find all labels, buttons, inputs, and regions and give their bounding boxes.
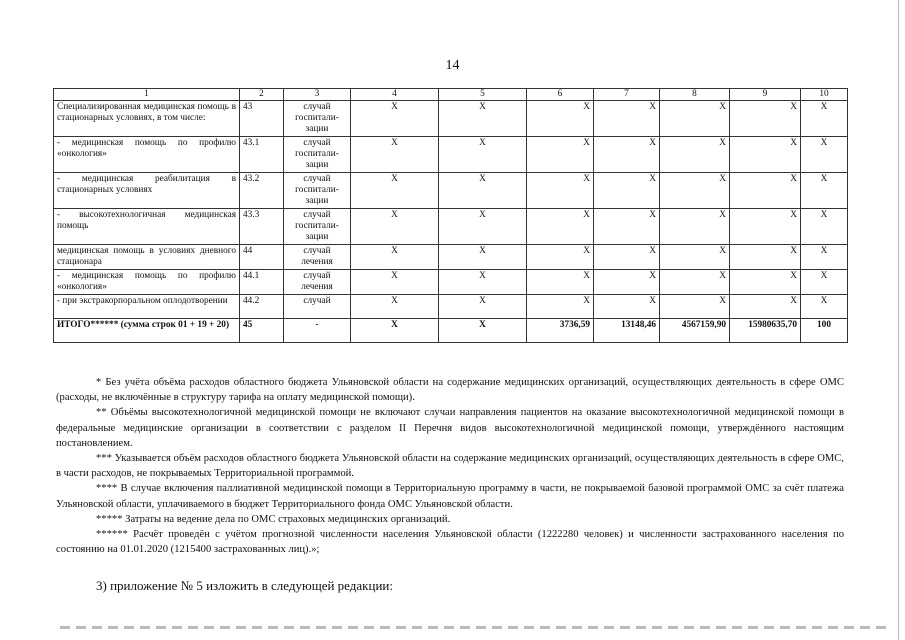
table-cell: Х — [660, 295, 730, 319]
table-cell: Х — [801, 270, 848, 295]
table-cell: Х — [594, 295, 660, 319]
page-number: 14 — [445, 58, 460, 73]
table-cell: Х — [351, 137, 439, 173]
table-cell: Х — [660, 209, 730, 245]
table-cell: Х — [527, 295, 594, 319]
table-cell: 100 — [801, 319, 848, 343]
table-cell: Х — [660, 270, 730, 295]
footnote: ***** Затраты на ведение дела по ОМС страховых медицинских организаций. — [96, 513, 451, 525]
header-cell: 1 — [54, 89, 240, 101]
row-label-cell: ИТОГО****** (сумма строк 01 + 19 + 20) — [54, 319, 240, 343]
table-cell: Х — [730, 137, 801, 173]
table-cell: Х — [527, 101, 594, 137]
table-cell: Х — [730, 101, 801, 137]
table-cell: случай госпитали-зации — [284, 209, 351, 245]
footnote: *** Указывается объём расходов областного бюджета Ульяновской области на содержание медицинских организаций, осуществляющих деятельность в сфере ОМС, в части расходов, не покрываемых Территориальной программой. — [56, 453, 844, 480]
table-row — [54, 295, 848, 319]
row-label-cell: - медицинская помощь по профилю «онкология» — [54, 270, 240, 295]
header-cell: 7 — [594, 89, 660, 101]
table-cell: Х — [351, 209, 439, 245]
table-cell: 44.2 — [240, 295, 284, 319]
data-table — [53, 88, 848, 343]
table-cell: Х — [801, 137, 848, 173]
footnote: ****** Расчёт проведён с учётом прогнозной численности населения Ульяновской области (1222280 человек) и численности застрахованного населения по состоянию на 01.01.2020 (1215400 застрахованных лиц).»; — [56, 529, 844, 556]
table-cell: Х — [660, 245, 730, 270]
header-cell: 4 — [351, 89, 439, 101]
row-label-cell: - медицинская помощь по профилю «онкология» — [54, 137, 240, 173]
table-cell: Х — [660, 137, 730, 173]
table-cell: 43.2 — [240, 173, 284, 209]
table-cell: Х — [351, 173, 439, 209]
table-cell: Х — [801, 209, 848, 245]
table-cell: случай — [284, 295, 351, 319]
table-cell: Х — [351, 270, 439, 295]
header-cell: 5 — [439, 89, 527, 101]
footnotes — [56, 375, 844, 557]
table-cell: Х — [351, 245, 439, 270]
table-cell: случай госпитали-зации — [284, 101, 351, 137]
footnote: * Без учёта объёма расходов областного бюджета Ульяновской области на содержание медицинских организаций, осуществляющих деятельность в сфере ОМС (расходы, не включённые в структуру тарифа на оплату медицинской помощи). — [56, 377, 844, 404]
table-row — [54, 137, 848, 173]
table-cell: 44 — [240, 245, 284, 270]
table-cell: Х — [730, 295, 801, 319]
table-cell: 43.3 — [240, 209, 284, 245]
footnote: **** В случае включения паллиативной медицинской помощи в Территориальную программу в части, не покрываемой базовой программой ОМС за счёт платежа Ульяновской области, уплачиваемого в бюджет Территориального фонда ОМС Ульяновской области. — [56, 483, 844, 510]
table-cell: Х — [660, 173, 730, 209]
table-cell: Х — [527, 270, 594, 295]
table-row — [54, 209, 848, 245]
scan-artifact-strip — [60, 626, 890, 629]
table-cell: Х — [594, 209, 660, 245]
table-cell: Х — [439, 209, 527, 245]
table-cell: Х — [439, 270, 527, 295]
table-cell: Х — [730, 270, 801, 295]
footnote: ** Объёмы высокотехнологичной медицинской помощи не включают случаи направления пациентов на оказание высокотехнологичной медицинской помощи в федеральные медицинские организации в соответствии с разделом II Перечня видов высокотехнологичной медицинской помощи, утверждённого настоящим постановлением. — [56, 407, 844, 449]
table-cell: - — [284, 319, 351, 343]
table-cell: случай госпитали-зации — [284, 137, 351, 173]
table-cell: случай лечения — [284, 245, 351, 270]
row-label-cell: - высокотехнологичная медицинская помощь — [54, 209, 240, 245]
table-cell: Х — [527, 173, 594, 209]
table-cell: Х — [439, 173, 527, 209]
row-label-cell: - при экстракорпоральном оплодотворении — [54, 295, 240, 319]
table-cell: Х — [439, 319, 527, 343]
table-cell: 45 — [240, 319, 284, 343]
table-cell: Х — [527, 137, 594, 173]
table-cell: Х — [351, 295, 439, 319]
table-cell: 43 — [240, 101, 284, 137]
table-cell: Х — [594, 173, 660, 209]
table-body — [54, 101, 848, 343]
table-cell: Х — [801, 101, 848, 137]
table-cell: 3736,59 — [527, 319, 594, 343]
table-cell: Х — [801, 173, 848, 209]
header-cell: 6 — [527, 89, 594, 101]
table-cell: Х — [351, 319, 439, 343]
table-cell: Х — [439, 101, 527, 137]
table-cell: Х — [730, 173, 801, 209]
table-cell: Х — [730, 209, 801, 245]
header-cell: 3 — [284, 89, 351, 101]
table-cell: Х — [527, 209, 594, 245]
table-cell: Х — [439, 245, 527, 270]
table-cell: 15980635,70 — [730, 319, 801, 343]
amendment-instruction: 3) приложение № 5 изложить в следующей редакции: — [96, 578, 393, 593]
table-cell: случай лечения — [284, 270, 351, 295]
page-edge-line — [898, 0, 899, 640]
row-label-cell: Специализированная медицинская помощь в стационарных условиях, в том числе: — [54, 101, 240, 137]
table-cell: 4567159,90 — [660, 319, 730, 343]
header-cell: 8 — [660, 89, 730, 101]
table-cell: случай госпитали-зации — [284, 173, 351, 209]
table-cell: Х — [801, 245, 848, 270]
table-header-row — [54, 89, 848, 101]
table-cell: 44.1 — [240, 270, 284, 295]
table-row — [54, 270, 848, 295]
table-cell: Х — [527, 245, 594, 270]
table-row — [54, 101, 848, 137]
table-cell: 13148,46 — [594, 319, 660, 343]
header-cell: 10 — [801, 89, 848, 101]
header-cell: 9 — [730, 89, 801, 101]
table-cell: Х — [660, 101, 730, 137]
row-label-cell: медицинская помощь в условиях дневного стационара — [54, 245, 240, 270]
table-row — [54, 173, 848, 209]
row-label-cell: - медицинская реабилитация в стационарных условиях — [54, 173, 240, 209]
table-cell: Х — [594, 245, 660, 270]
table-cell: Х — [439, 137, 527, 173]
table-cell: Х — [594, 101, 660, 137]
table-cell: Х — [801, 295, 848, 319]
table-cell: 43.1 — [240, 137, 284, 173]
table-cell: Х — [730, 245, 801, 270]
table-row — [54, 245, 848, 270]
header-cell: 2 — [240, 89, 284, 101]
table-row-total — [54, 319, 848, 343]
table-cell: Х — [351, 101, 439, 137]
table-cell: Х — [594, 137, 660, 173]
table-cell: Х — [439, 295, 527, 319]
table-cell: Х — [594, 270, 660, 295]
